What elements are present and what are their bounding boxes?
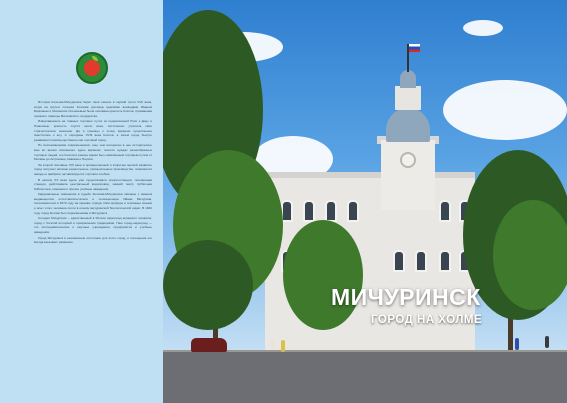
cover-title: МИЧУРИНСК [331,284,481,310]
paragraph: Извергавшиеся на главных торговых путях из подмосковной Руси к Дону и Поволжью, крепость спустя около века, постепенно утратила своё стратегическое значение. Да и границы к этому времени существенно сместились к югу. С середины XVIII века Козлов, а затем город быстро развивался преимущественно как торговый город. [34,119,152,142]
parked-car [191,338,227,352]
paragraph: По воспоминаниям современников, еще чем интересен в нее историческое мне во время описанного здесь времени, тесноте нуждах разнообразных торговых людей, его Козлов в разное время был оживлённым торговым путём от Москвы до Астрахани, Кавказа и Персии. [34,143,152,162]
paragraph: За второй половине XIX века в промышленный и вторично мелкой развитие город получает активно ремесленное, промышленное производство, появляются заводы и фабрики, активизируется торговля хлебом. [34,162,152,176]
history-text-column [34,100,152,246]
apple-icon [84,60,100,76]
paragraph: Кардинальные изменения в судьбе Козлова-Мичуринска связаны с именем выдающегося естествоиспытателя и селекционера Ивана Мичурина, поселившегося в 1872 году на окраине города. Имя природы и огромные знания и опыт этого человека легли в основу мичуринской биологической науки. В 1932 году город Козлов был переименован в Мичуринск. [34,192,152,215]
pedestrian [281,340,285,352]
city-photo [163,0,567,403]
window [393,250,405,272]
window [325,200,337,222]
cloud [443,80,567,140]
dome-drum [395,86,421,110]
left-page [0,0,163,403]
cover-subtitle: ГОРОД НА ХОЛМЕ [371,314,483,326]
pedestrian [545,336,549,348]
russian-flag-icon [409,44,420,52]
city-emblem-logo [76,52,108,84]
window [415,250,427,272]
clock-icon [400,152,416,168]
window [347,200,359,222]
tree [163,240,253,330]
cupola [400,70,416,88]
window [439,250,451,272]
paragraph: Город Мичуринск в неизменном состоянии для этого город, и посещения его всегда вызывает уважение. [34,235,152,245]
pedestrian [515,338,519,350]
paragraph: В начале XX века здесь уже существовали электростанция, телефонная станция, действовала центральный водопровод, зимний театр, публичная библиотека, гимназии и прочие учебные заведения. [34,177,152,191]
window [439,200,451,222]
pedestrian [271,338,275,350]
window [303,200,315,222]
paragraph: История Козлова-Мичуринска берёт своё начало в первой трети XVII века, когда на крутых склонах Козлова урочища царскими воеводами Иваном Бирковым и Михаилом Спешневым была основана крепость Козлов, призванная охранять границы Московского государства. [34,100,152,118]
paragraph: Сегодня Мичуринск – единственный в России наукоград аграрного профиля, город с богатой историей и прекрасными традициями. Наш город-наукоград — это исследовательские и научные учреждения, предприятия и учебные заведения. [34,216,152,235]
cloud [463,20,503,36]
clock-tower [381,140,435,210]
tree [283,220,363,330]
dome [386,108,430,142]
square-pavement [163,352,567,403]
